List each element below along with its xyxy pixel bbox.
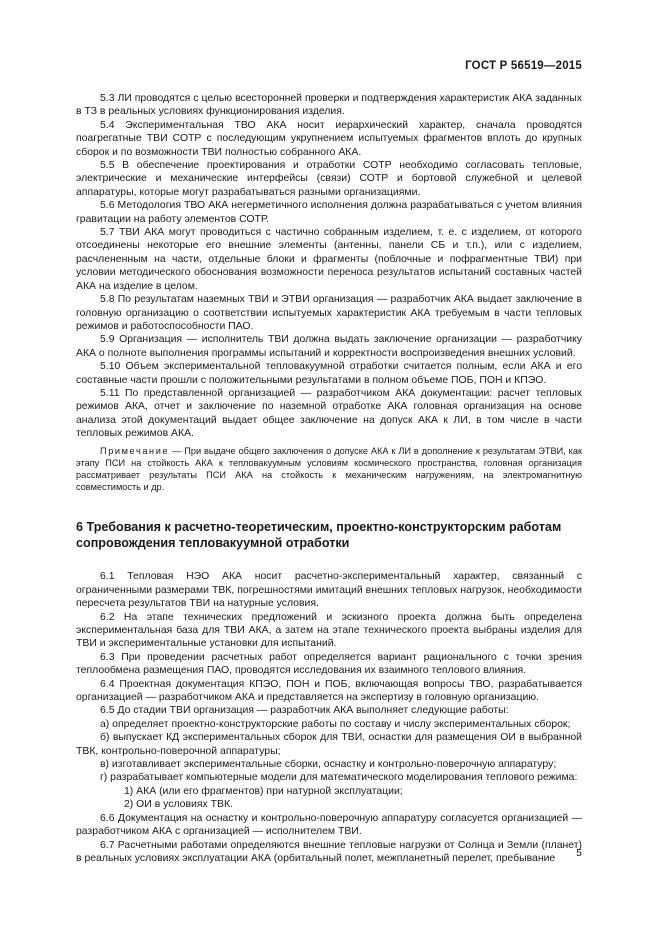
clause-paragraph: 5.7 ТВИ АКА могут проводиться с частично собранным изделием, т. е. с изделием, от которого отсоединены некоторые его внешние элементы (антенны, панели СБ и т.п.), или с изделием, расчлененным на части, отдельные блоки и фрагменты (поблочные и пофрагментные ТВИ) при условии методического обоснования возможности переноса результатов испытаний составных частей АКА на изделие в целом.: [76, 227, 582, 292]
note-dash: —: [169, 445, 185, 456]
clause-paragraph: 6.1 Тепловая НЭО АКА носит расчетно-экспериментальный характер, связанный с ограниченными размерами ТВК, погрешностями имитаций внешних тепловых нагрузок, необходимости пересчета результатов ТВИ на натурные условия.: [76, 571, 582, 610]
clause-paragraph: 5.5 В обеспечение проектирования и отработки СОТР необходимо согласовать тепловые, электрические и механические интерфейсы (связи) СОТР и бортовой служебной и целевой аппаратуры, которые могут разрабатываться разными организациями.: [76, 160, 582, 198]
clause-paragraph: а) определяет проектно-конструкторские работы по составу и числу экспериментальных сборок;: [100, 718, 571, 730]
clause-paragraph: 6.6 Документация на оснастку и контрольно-поверочную аппаратуру согласуется организацией — разработчиком АКА с организацией — исполнителем ТВИ.: [76, 812, 582, 838]
list-subitem: 2) ОИ в условиях ТВК.: [124, 799, 233, 811]
page-number: 5: [576, 847, 582, 859]
note-label: Примечание: [100, 445, 170, 456]
clause-paragraph: 6.2 На этапе технических предложений и эскизного проекта должна быть определена экспериментальная база для ТВИ АКА, а затем на этапе технического проекта выбраны изделия для ТВИ и экспериментальные установки для испытаний.: [76, 611, 582, 650]
clause-paragraph: 6.5 До стадии ТВИ организация — разработчик АКА выполняет следующие работы:: [100, 705, 509, 717]
clause-paragraph: в) изготавливает экспериментальные сборки, оснастку и контрольно-поверочную аппаратуру;: [100, 759, 557, 771]
section-6-heading: 6 Требования к расчетно-теоретическим, проектно-конструкторским работам сопровождения тепловакуумной отработки: [76, 520, 562, 551]
section-6-body: [76, 570, 582, 865]
clause-paragraph: 5.3 ЛИ проводятся с целью всесторонней проверки и подтверждения характеристик АКА заданных в ТЗ в реальных условиях функционирования изделия.: [76, 93, 582, 118]
clause-paragraph: б) выпускает КД экспериментальных сборок для ТВИ, оснастки для размещения ОИ в выбранной ТВК, контрольно-поверочной аппаратуры;: [76, 732, 582, 757]
clause-paragraph: 5.9 Организация — исполнитель ТВИ должна выдать заключение организации — разработчику АКА о полноте выполнения программы испытаний и корректности воспроизведения внешних условий.: [76, 334, 582, 359]
clause-paragraph: 5.11 По представленной организацией — разработчиком АКА документации: расчет тепловых режимов АКА, отчет и заключение по наземной отработке АКА головная организация на основе анализа этой документаций выдает общее заключение на допуск АКА к ЛИ, в том числе в части тепловых режимов АКА.: [76, 387, 582, 440]
clause-paragraph: 6.7 Расчетными работами определяются внешние тепловые нагрузки от Солнца и Земли (планет) в реальных условиях эксплуатации АКА (орбитальный полет, межпланетный перелет, пребывание: [76, 839, 582, 864]
clause-paragraph: 5.6 Методология ТВО АКА негерметичного исполнения должна разрабатываться с учетом влияния гравитации на работу элементов СОТР.: [76, 200, 582, 225]
clause-paragraph: г) разрабатывает компьютерные модели для математического моделирования теплового режима:: [100, 772, 578, 784]
clause-paragraph: 6.4 Проектная документация КПЭО, ПОН и ПОБ, включающая вопросы ТВО, разрабатывается организацией — разработчиком АКА и представляется на экспертизу в головную организацию.: [76, 678, 582, 704]
list-subitem: 1) АКА (или его фрагментов) при натурной эксплуатации;: [124, 785, 403, 797]
clause-paragraph: 5.10 Объем экспериментальной тепловакуумной отработки считается полным, если АКА и его составные части прошли с положительными результатами в полном объеме ПОБ, ПОН и КПЭО.: [76, 361, 582, 386]
clause-paragraph: 6.3 При проведении расчетных работ определяется вариант рационального с точки зрения теплообмена размещения ПАО, проводятся исследования их взаимного теплового влияния.: [76, 651, 582, 677]
section-5-body: [76, 92, 582, 441]
document-code: ГОСТ Р 56519—2015: [465, 60, 582, 72]
page-body: [76, 92, 582, 865]
note-text: При выдаче общего заключения о допуске АКА к ЛИ в дополнение к результатам ЭТВИ, как этапу ПСИ на стойкость АКА к тепловакуумным условиям космического пространства, головная организация рассматривает результаты ПСИ АКА на стойкость к механическим нагружениям, на электромагнитную совместимость и др.: [76, 445, 582, 493]
clause-paragraph: 5.8 По результатам наземных ТВИ и ЭТВИ организация — разработчик АКА выдает заключение в головную организацию о соответствии испытуемых характеристик АКА требуемым в части тепловых режимов и работоспособности ПАО.: [76, 294, 582, 332]
note: [76, 445, 582, 494]
clause-paragraph: 5.4 Экспериментальная ТВО АКА носит иерархический характер, сначала проводятся поагрегатные ТВИ СОТР с последующим укрупнением испытуемых фрагментов вплоть до крупных сборок и по возможности ТВИ полностью собранного АКА.: [76, 119, 582, 158]
